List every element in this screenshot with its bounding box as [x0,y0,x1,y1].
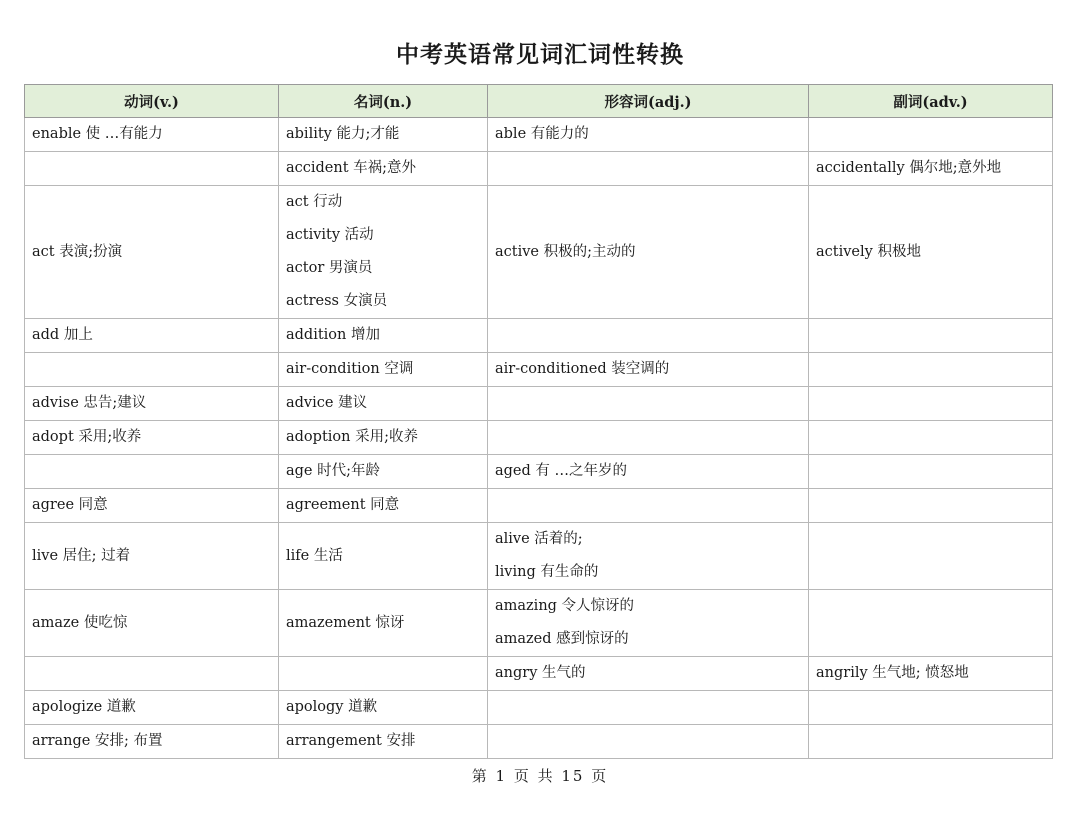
adjective-cell [488,319,809,353]
cell-text [816,353,1045,386]
verb-cell [25,353,279,387]
cell-text: apology 道歉 [286,699,378,715]
cell-text [816,421,1045,454]
cell-text [495,489,801,522]
table-row [25,353,1053,387]
table-row [25,691,1053,725]
verb-cell [25,691,279,725]
verb-cell [25,455,279,489]
verb-cell [25,118,279,152]
verb-cell [25,186,279,319]
adverb-cell [809,489,1053,523]
cell-text: apologize 道歉 [32,699,136,715]
table-row [25,118,1053,152]
table-row [25,725,1053,759]
adverb-cell [809,353,1053,387]
adjective-cell [488,691,809,725]
cell-text: ability 能力;才能 [286,126,400,142]
cell-text [816,319,1045,352]
header-adverb: 副词(adv.) [809,85,1053,118]
page-footer: 第 1 页 共 15 页 [471,767,609,785]
noun-cell [279,455,488,489]
cell-text: angry 生气的 [495,665,586,681]
cell-text [816,540,1045,573]
verb-cell [25,319,279,353]
noun-cell [279,353,488,387]
adjective-cell [488,523,809,590]
adverb-cell [809,657,1053,691]
noun-cell [279,523,488,590]
cell-text: air-condition 空调 [286,361,414,377]
cell-text: live 居住; 过着 [32,547,131,564]
adverb-cell [809,725,1053,759]
cell-text [32,657,271,690]
cell-text: air-conditioned 装空调的 [495,361,670,377]
noun-cell [279,590,488,657]
cell-text: actress 女演员 [286,293,388,309]
adjective-cell [488,186,809,319]
adverb-cell [809,590,1053,657]
table-row [25,455,1053,489]
noun-cell [279,725,488,759]
table-row [25,319,1053,353]
cell-text: enable 使 …有能力 [32,126,163,142]
cell-text [816,489,1045,522]
cell-text [32,353,271,386]
adverb-cell [809,421,1053,455]
cell-text [495,691,801,724]
cell-text: arrangement 安排 [286,733,416,749]
noun-cell [279,421,488,455]
table-row [25,186,1053,319]
table-body [25,118,1053,759]
cell-text: actor 男演员 [286,260,373,276]
verb-cell [25,657,279,691]
table-row [25,523,1053,590]
cell-text [816,455,1045,488]
cell-text: advice 建议 [286,395,368,411]
noun-cell [279,186,488,319]
verb-cell [25,387,279,421]
cell-text: age 时代;年龄 [286,463,381,479]
cell-text [32,152,271,185]
cell-text: addition 增加 [286,327,380,343]
adjective-cell [488,489,809,523]
adverb-cell [809,523,1053,590]
verb-cell [25,725,279,759]
cell-text: agreement 同意 [286,497,400,513]
cell-text [32,455,271,488]
cell-text: activity 活动 [286,227,374,243]
verb-cell [25,152,279,186]
verb-cell [25,421,279,455]
adverb-cell [809,319,1053,353]
adjective-cell [488,387,809,421]
cell-text: actively 积极地 [816,243,921,260]
table-row [25,657,1053,691]
noun-cell [279,489,488,523]
page-title: 中考英语常见词汇词性转换 [396,41,684,68]
noun-cell [279,691,488,725]
verb-cell [25,523,279,590]
adjective-cell [488,590,809,657]
cell-text [816,607,1045,640]
cell-text: living 有生命的 [495,564,599,580]
cell-text: able 有能力的 [495,126,589,142]
table-header-row [25,85,1053,118]
cell-text: act 表演;扮演 [32,243,123,260]
cell-text [816,691,1045,724]
cell-text [495,725,801,758]
cell-text: accident 车祸;意外 [286,160,417,176]
adverb-cell [809,186,1053,319]
adverb-cell [809,455,1053,489]
cell-text [495,387,801,420]
adverb-cell [809,691,1053,725]
cell-text [495,319,801,352]
verb-cell [25,590,279,657]
cell-text [286,657,480,690]
cell-text [495,421,801,454]
noun-cell [279,319,488,353]
adjective-cell [488,421,809,455]
cell-text: aged 有 …之年岁的 [495,463,628,479]
cell-text: active 积极的;主动的 [495,243,636,260]
verb-cell [25,489,279,523]
cell-text: alive 活着的; [495,531,583,547]
cell-text: arrange 安排; 布置 [32,733,163,749]
cell-text: amazed 感到惊讶的 [495,631,629,647]
cell-text [816,118,1045,151]
cell-text: amaze 使吃惊 [32,614,128,631]
header-adjective: 形容词(adj.) [488,85,809,118]
cell-text: act 行动 [286,194,343,210]
word-conversion-table [24,84,1053,759]
table-row [25,489,1053,523]
cell-text [816,725,1045,758]
adjective-cell [488,353,809,387]
cell-text [816,387,1045,420]
adverb-cell [809,152,1053,186]
cell-text: agree 同意 [32,497,108,513]
adjective-cell [488,152,809,186]
header-noun: 名词(n.) [279,85,488,118]
cell-text: adoption 采用;收养 [286,429,418,445]
table-row [25,152,1053,186]
cell-text: amazing 令人惊讶的 [495,598,635,614]
cell-text: accidentally 偶尔地;意外地 [816,160,1002,176]
cell-text: advise 忠告;建议 [32,395,147,411]
noun-cell [279,152,488,186]
table-row [25,387,1053,421]
adverb-cell [809,387,1053,421]
cell-text: adopt 采用;收养 [32,429,142,445]
adjective-cell [488,118,809,152]
adjective-cell [488,725,809,759]
noun-cell [279,118,488,152]
cell-text [495,152,801,185]
cell-text: amazement 惊讶 [286,614,405,631]
noun-cell [279,657,488,691]
adverb-cell [809,118,1053,152]
cell-text: life 生活 [286,547,343,564]
cell-text: angrily 生气地; 愤怒地 [816,665,969,681]
adjective-cell [488,455,809,489]
table-row [25,421,1053,455]
cell-text: add 加上 [32,327,93,343]
noun-cell [279,387,488,421]
header-verb: 动词(v.) [25,85,279,118]
adjective-cell [488,657,809,691]
table-row [25,590,1053,657]
